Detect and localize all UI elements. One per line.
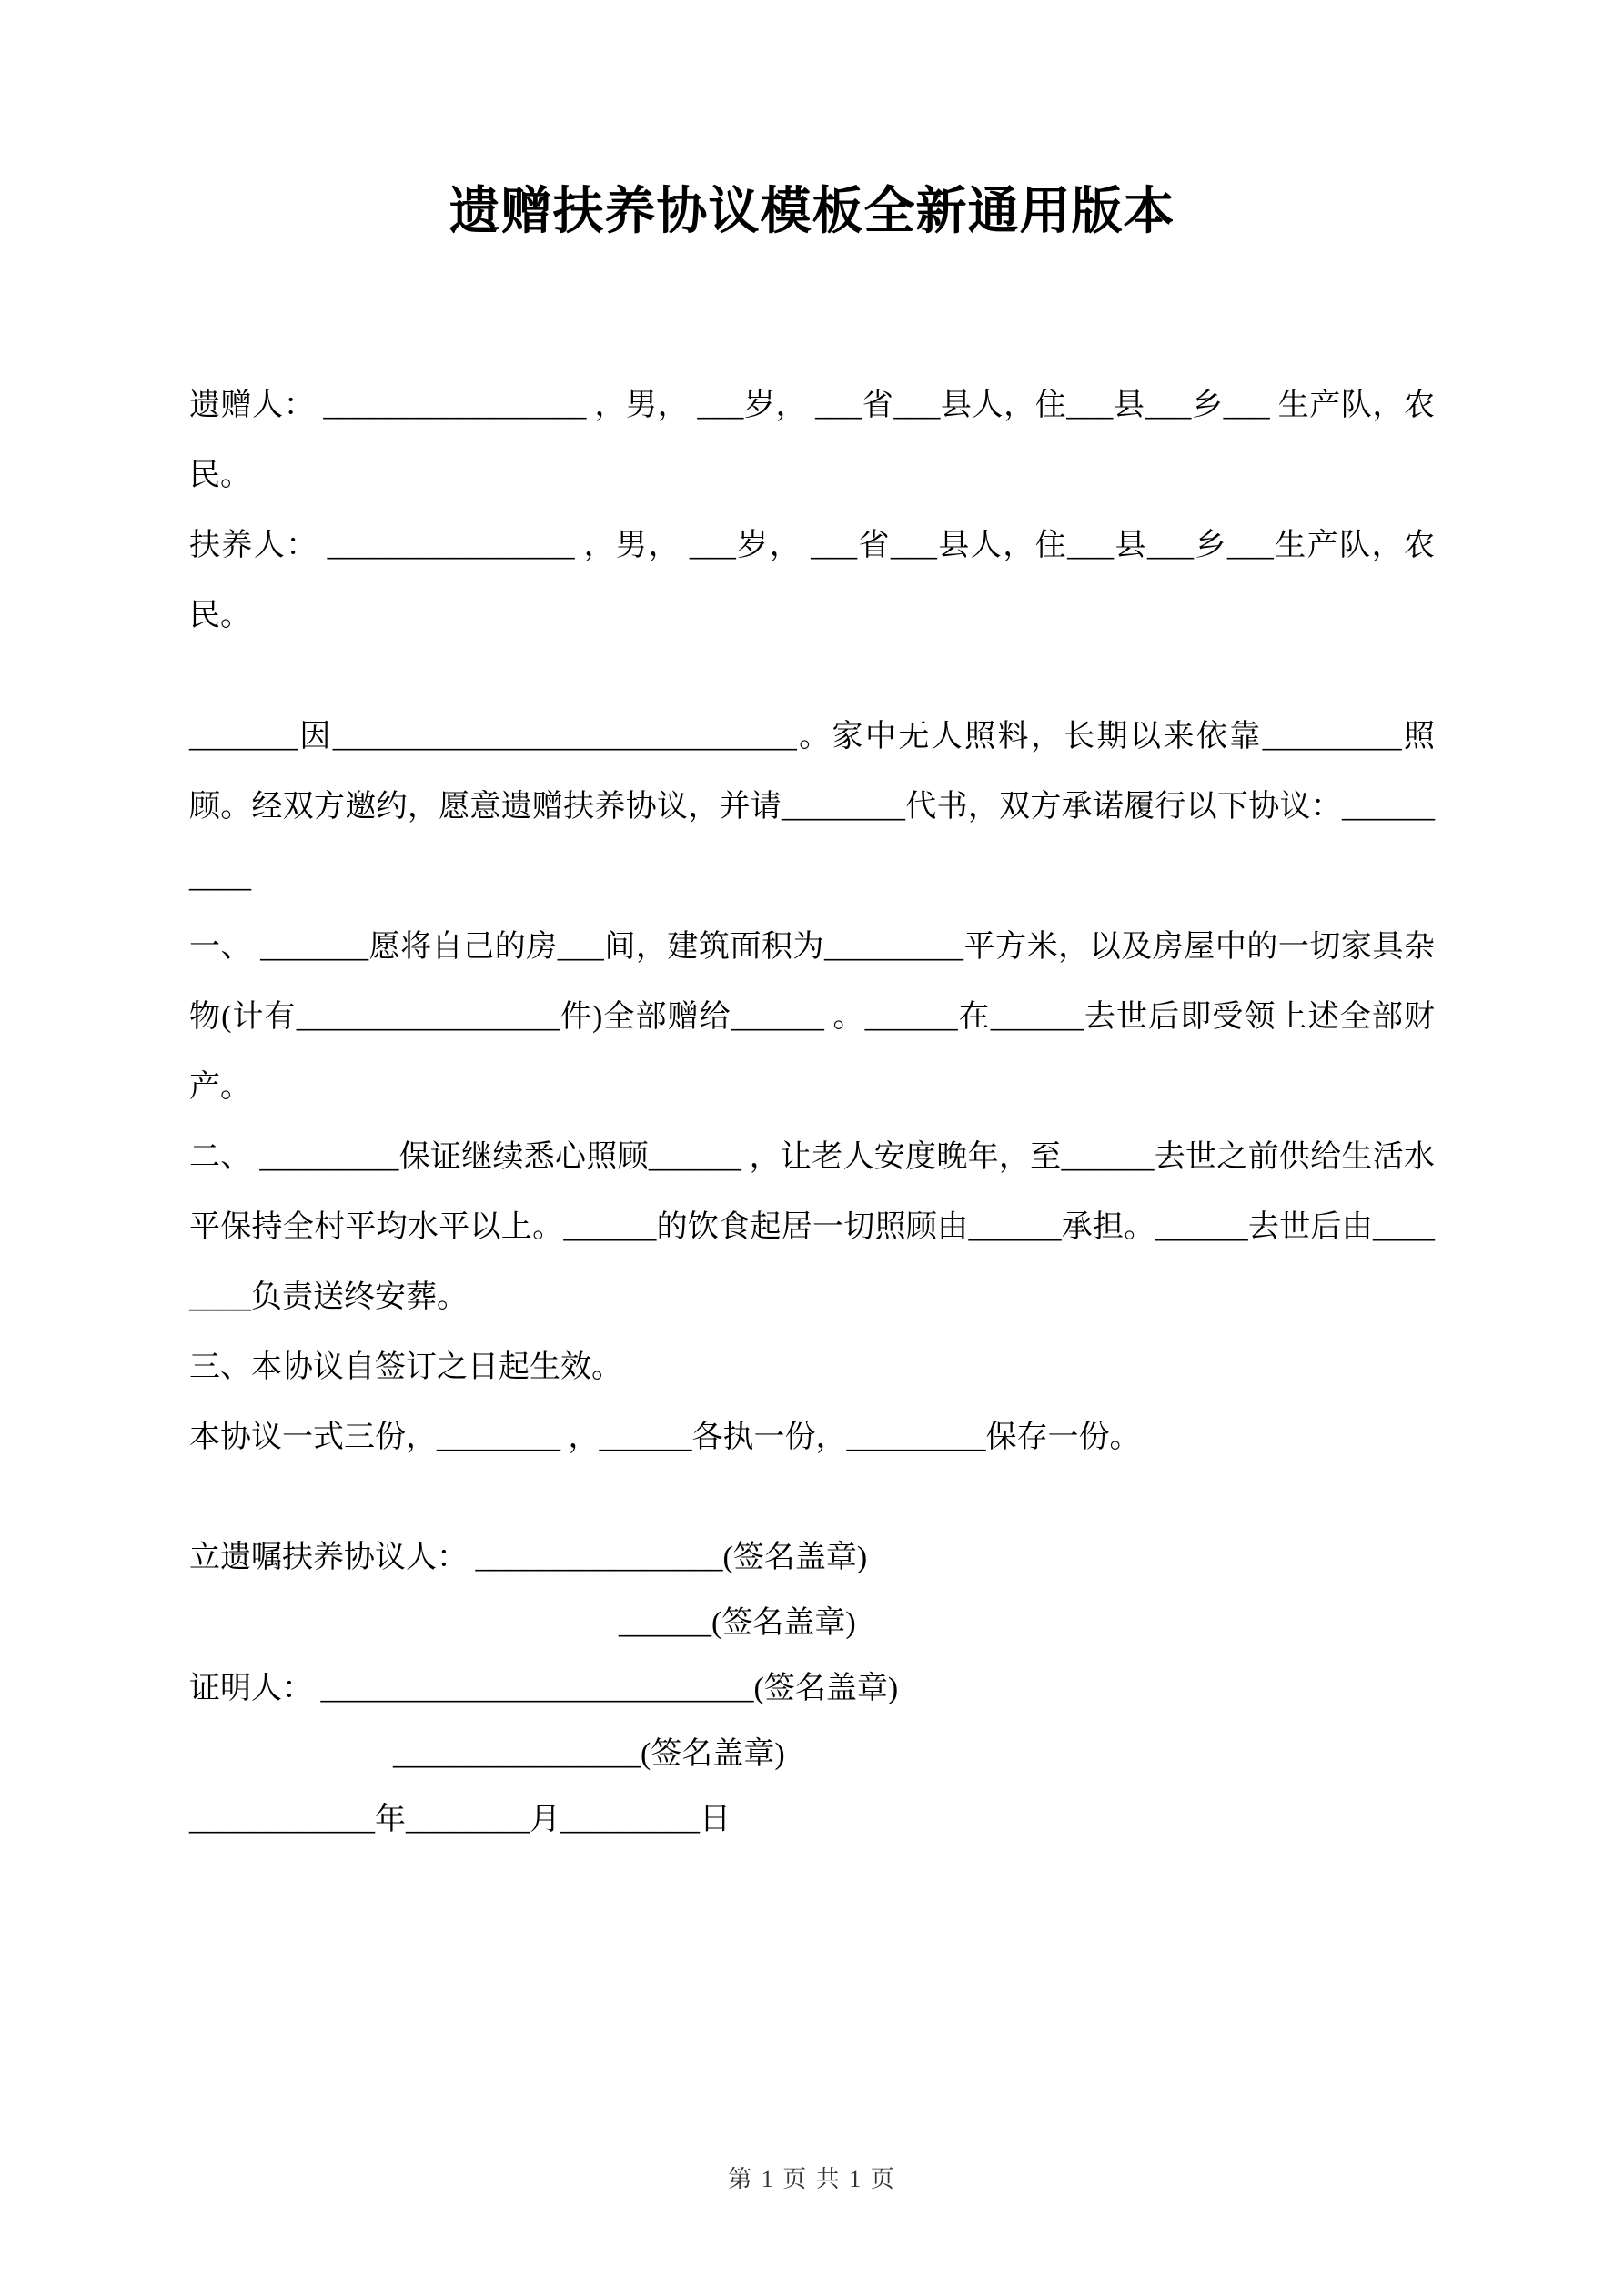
signature-line-date: ____________年________月_________日: [189, 1803, 731, 1837]
document-body: [189, 370, 1435, 1472]
signature-block: [189, 1525, 1435, 1853]
paragraph-clause-1: 一、 _______愿将自己的房___间，建筑面积为_________平方米，以及房屋中的一切家具杂物(计有_________________件)全部赠给______ 。______在______去世后即受领上述全部财产。: [189, 930, 1435, 1105]
signature-line-second-signer: ______(签名盖章): [619, 1606, 856, 1641]
paragraph-clause-2: 二、 _________保证继续悉心照顾______ ，让老人安度晚年，至______去世之前供给生活水平保持全村平均水平以上。______的饮食起居一切照顾由______承担。______去世后由________负责送终安葬。: [189, 1140, 1435, 1315]
paragraph-clause-3: 三、本协议自签订之日起生效。: [189, 1350, 622, 1385]
signature-line-second-witness: ________________(签名盖章): [393, 1737, 785, 1772]
page-number-footer: 第 1 页 共 1 页: [728, 2166, 896, 2192]
paragraph-copies: 本协议一式三份，________ ，______各执一份，_________保存一份。: [189, 1421, 1141, 1455]
document-title: 遗赠扶养协议模板全新通用版本: [449, 184, 1175, 240]
signature-line-agreement-maker: 立遗嘱扶养协议人： ________________(签名盖章): [189, 1541, 868, 1575]
signature-line-witness: 证明人： ____________________________(签名盖章): [189, 1672, 899, 1706]
paragraph-bequeather: 遗赠人： _________________ ，男， ___岁， ___省___县人，住___县___乡___ 生产队，农民。: [189, 389, 1435, 493]
paragraph-preamble: _______因______________________________。家中无人照料，长期以来依靠_________照顾。经双方邀约，愿意遗赠扶养协议，并请________代书，双方承诺履行以下协议：__________: [189, 720, 1435, 895]
paragraph-supporter: 扶养人： ________________ ，男， ___岁， ___省___县人，住___县___乡___生产队，农民。: [189, 529, 1435, 633]
